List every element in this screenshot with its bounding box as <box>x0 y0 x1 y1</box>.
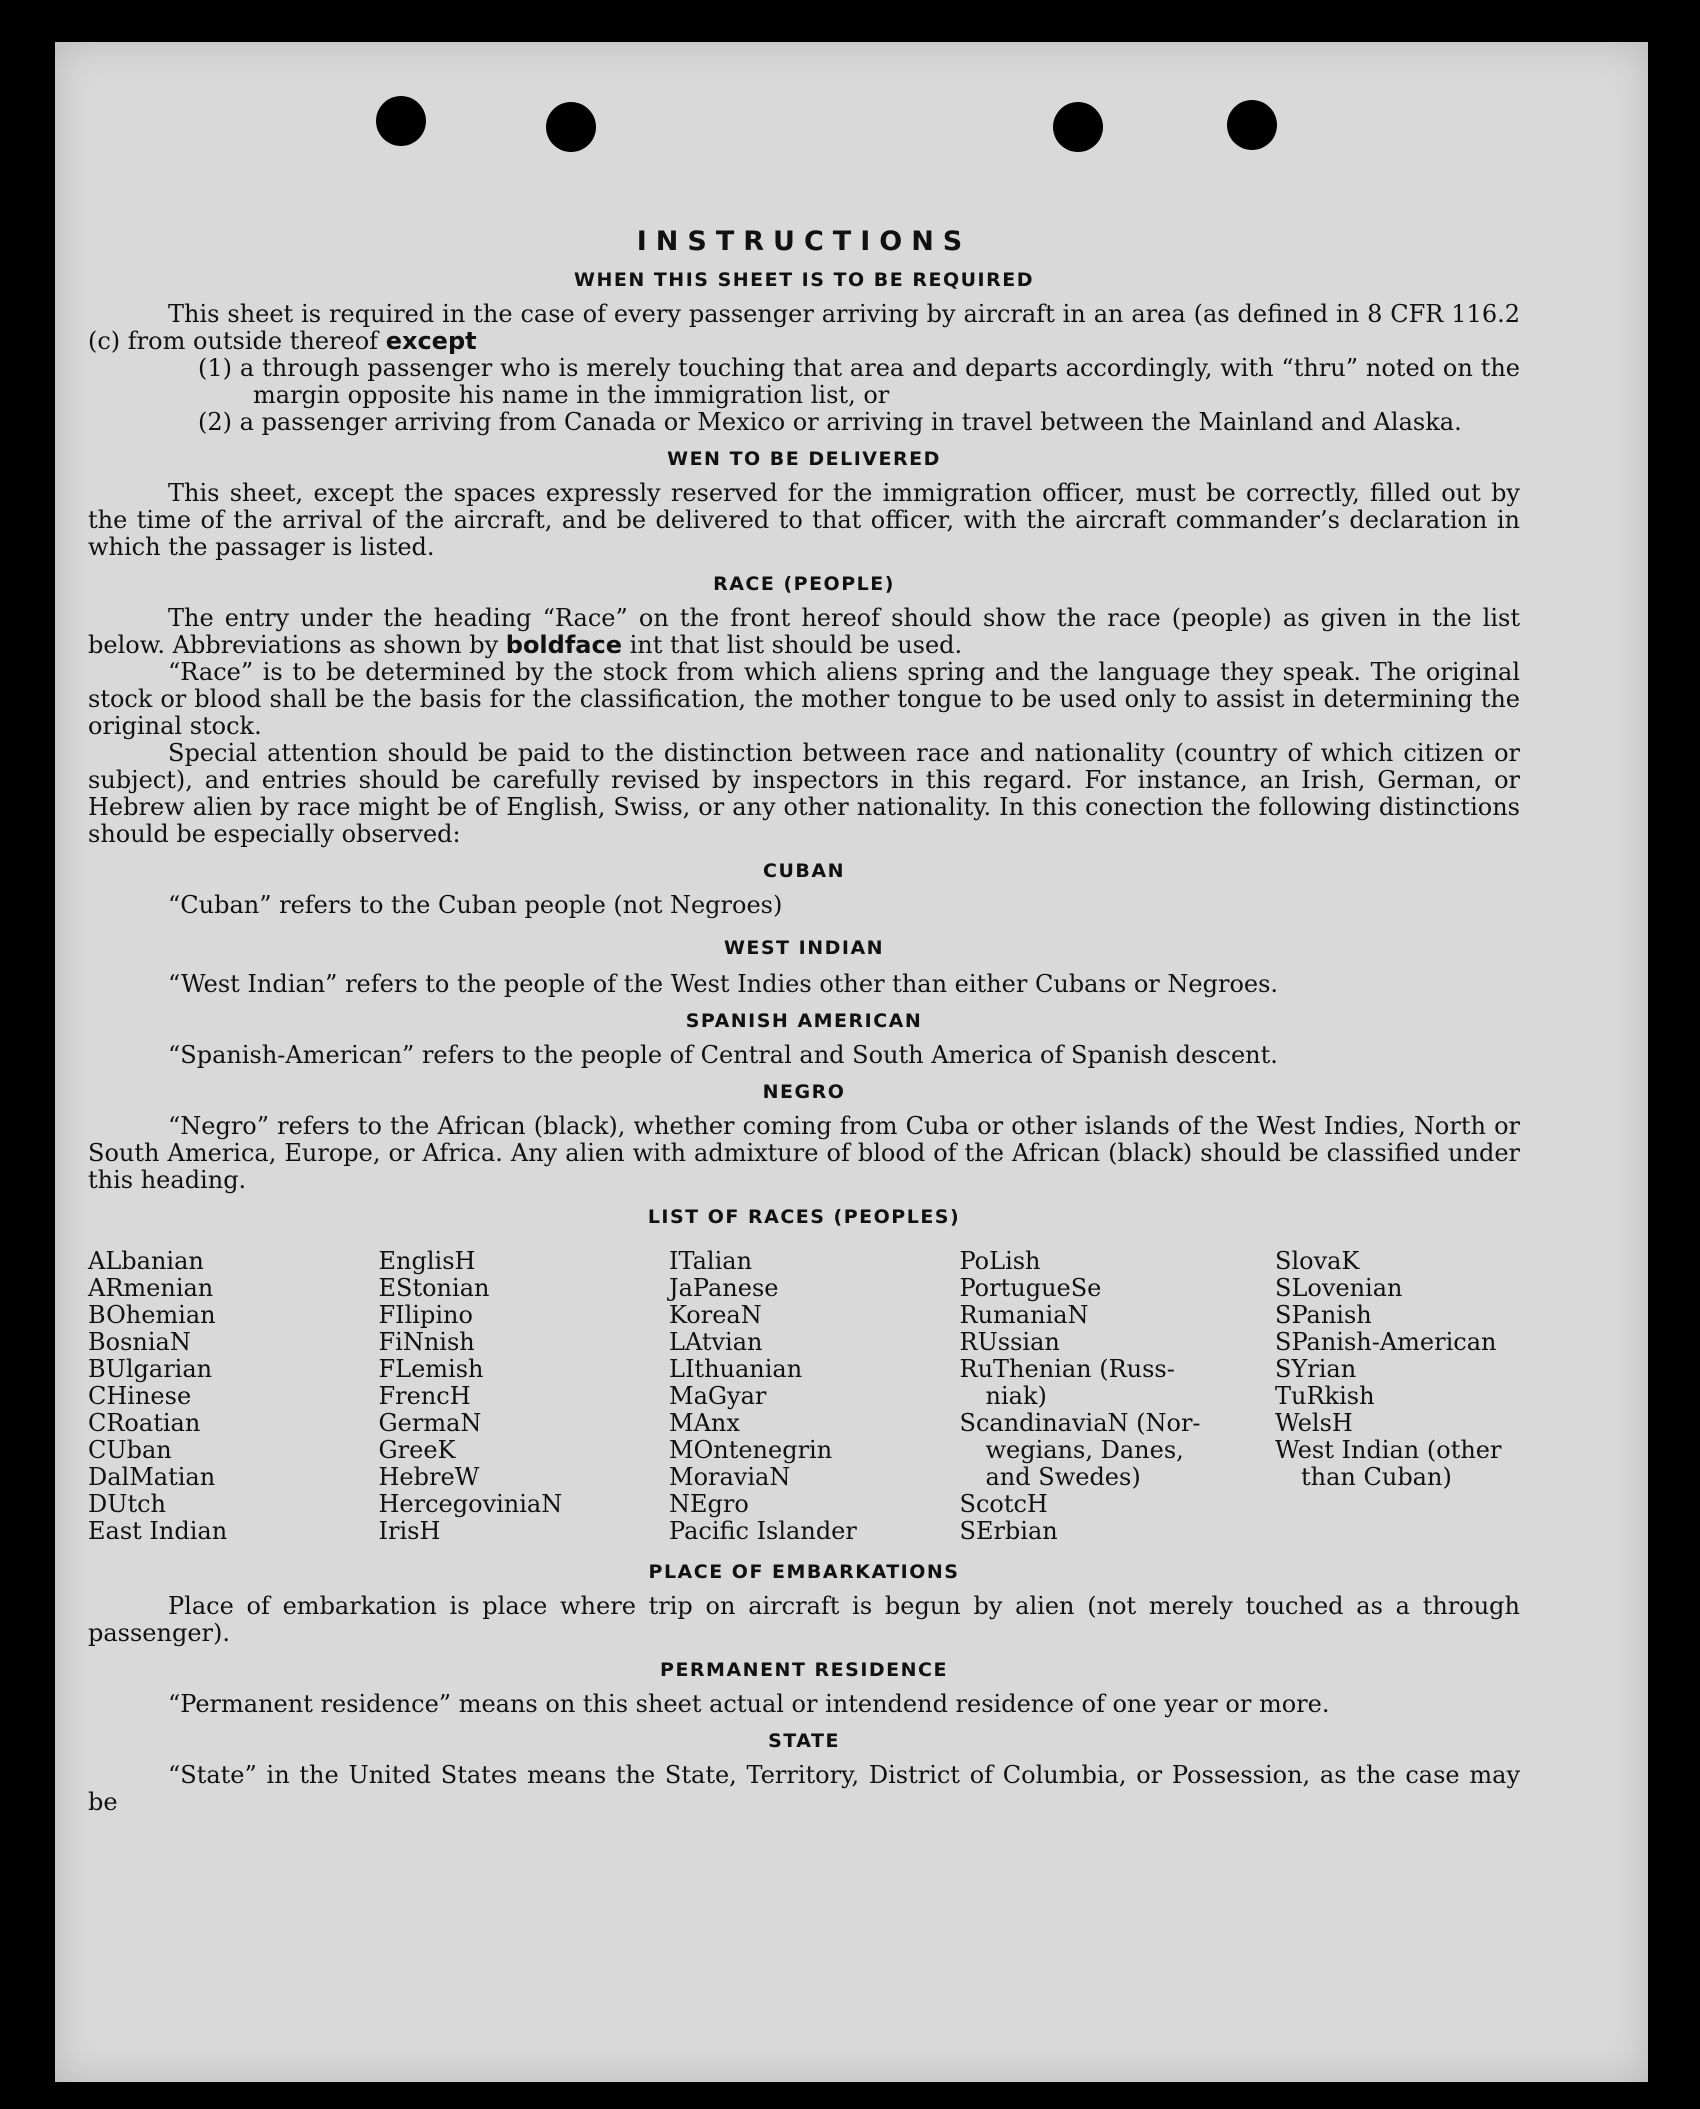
section-heading-permanent-residence: PERMANENT RESIDENCE <box>660 1659 948 1681</box>
list-item: Pacific Islander <box>669 1517 857 1545</box>
section-heading-state: STATE <box>768 1730 840 1752</box>
list-item: GreeK <box>378 1436 456 1464</box>
list-item: wegians, Danes, <box>985 1436 1184 1464</box>
section-heading-embarkation: PLACE OF EMBARKATIONS <box>648 1561 960 1583</box>
list-item: ScotcH <box>959 1490 1048 1518</box>
punch-hole-2 <box>546 102 596 152</box>
list-item: ScandinaviaN (Nor- <box>959 1409 1201 1437</box>
list-item: EStonian <box>378 1274 490 1302</box>
list-item: GermaN <box>378 1409 482 1437</box>
punch-hole-1 <box>376 96 426 146</box>
paragraph-when-required: This sheet is required in the case of every passenger arriving by aircraft in an area (as defined in 8 CFR 116.2 (c) from outside thereof except <box>88 300 1520 355</box>
list-item: WelsH <box>1275 1409 1353 1437</box>
list-item: MOntenegrin <box>669 1436 833 1464</box>
section-heading-race: RACE (PEOPLE) <box>713 573 895 595</box>
list-item: RuThenian (Russ- <box>959 1355 1175 1383</box>
list-item: HercegoviniaN <box>378 1490 563 1518</box>
list-item: and Swedes) <box>985 1463 1141 1491</box>
list-item: SLovenian <box>1275 1274 1403 1302</box>
section-heading-list-of-races: LIST OF RACES (PEOPLES) <box>647 1206 961 1228</box>
list-item: CHinese <box>88 1382 192 1410</box>
list-item: JaPanese <box>669 1274 779 1302</box>
list-item: RumaniaN <box>959 1301 1089 1329</box>
list-item: HebreW <box>378 1463 480 1491</box>
races-column-2 <box>379 1248 669 1545</box>
paragraph-embarkation: Place of embarkation is place where trip on aircraft is begun by alien (not merely touched as a through passenger). <box>88 1592 1520 1647</box>
list-item: West Indian (other <box>1275 1436 1502 1464</box>
list-item: niak) <box>985 1382 1047 1410</box>
list-item: RUssian <box>959 1328 1060 1356</box>
list-item: ITalian <box>669 1247 753 1275</box>
section-heading-cuban: CUBAN <box>763 860 845 882</box>
list-item: East Indian <box>88 1517 228 1545</box>
list-item: BUlgarian <box>88 1355 213 1383</box>
section-heading-when-required: WHEN THIS SHEET IS TO BE REQUIRED <box>573 269 1034 291</box>
list-item: MAnx <box>669 1409 740 1437</box>
list-item: BosniaN <box>88 1328 191 1356</box>
keyword-boldface: boldface <box>505 631 622 659</box>
list-item: PortugueSe <box>959 1274 1102 1302</box>
list-item: EnglisH <box>378 1247 476 1275</box>
list-item: DalMatian <box>88 1463 216 1491</box>
section-heading-negro: NEGRO <box>762 1081 846 1103</box>
list-item: IrisH <box>378 1517 441 1545</box>
paragraph-spanish-american: “Spanish-American” refers to the people of Central and South America of Spanish descent. <box>168 1041 1278 1069</box>
list-item: (2) a passenger arriving from Canada or Mexico or arriving in travel between the Mainland and Alaska. <box>198 408 1462 436</box>
document-sheet <box>55 42 1648 2082</box>
section-heading-when-delivered: WEN TO BE DELIVERED <box>667 448 941 470</box>
races-column-3 <box>669 1248 959 1545</box>
list-item: FrencH <box>378 1382 471 1410</box>
list-item: BOhemian <box>88 1301 216 1329</box>
list-item: LIthuanian <box>669 1355 803 1383</box>
paragraph-race-1: The entry under the heading “Race” on the front hereof should show the race (people) as given in the list below. Abbreviations as shown by boldface int that list should be used. <box>88 604 1520 659</box>
list-item: NEgro <box>669 1490 749 1518</box>
list-item: TuRkish <box>1275 1382 1375 1410</box>
list-item: ALbanian <box>88 1247 204 1275</box>
paragraph-race-3: Special attention should be paid to the distinction between race and nationality (country of which citizen or subject), and entries should be carefully revised by inspectors in this regard. For instance, an Irish, German, or Hebrew alien by race might be of English, Swiss, or any other nationality. In this conection the following distinctions should be especially observed: <box>88 739 1520 848</box>
list-item: ARmenian <box>88 1274 214 1302</box>
keyword-except: except <box>385 327 477 355</box>
list-item: MoraviaN <box>669 1463 791 1491</box>
list-item: DUtch <box>88 1490 167 1518</box>
list-item: than Cuban) <box>1301 1463 1452 1491</box>
section-heading-spanish-american: SPANISH AMERICAN <box>685 1010 923 1032</box>
punch-hole-3 <box>1053 102 1103 152</box>
list-item: (1) a through passenger who is merely touching that area and departs accordingly, with “thru” noted on the margin opposite his name in the immigration list, or <box>198 354 1520 409</box>
document-body <box>88 188 1520 1816</box>
list-item: CUban <box>88 1436 172 1464</box>
paragraph-cuban: “Cuban” refers to the Cuban people (not Negroes) <box>168 891 783 919</box>
paragraph-negro: “Negro” refers to the African (black), whether coming from Cuba or other islands of the West Indies, North or South America, Europe, or Africa. Any alien with admixture of blood of the African (black) should be classified under this heading. <box>88 1112 1520 1194</box>
paragraph-when-delivered: This sheet, except the spaces expressly reserved for the immigration officer, must be correctly, filled out by the time of the arrival of the aircraft, and be delivered to that officer, with the aircraft commander’s declaration in which the passager is listed. <box>88 479 1520 561</box>
list-item: SlovaK <box>1275 1247 1360 1275</box>
races-list <box>88 1248 1520 1545</box>
list-item: SErbian <box>959 1517 1058 1545</box>
punch-hole-4 <box>1227 100 1277 150</box>
list-item: LAtvian <box>669 1328 763 1356</box>
list-item: FLemish <box>378 1355 484 1383</box>
list-item: SPanish-American <box>1275 1328 1497 1356</box>
list-item: CRoatian <box>88 1409 201 1437</box>
paragraph-race-2: “Race” is to be determined by the stock from which aliens spring and the language they speak. The original stock or blood shall be the basis for the classification, the mother tongue to be used only to assist in determining the original stock. <box>88 658 1520 740</box>
section-heading-west-indian: WEST INDIAN <box>723 937 885 959</box>
list-item: PoLish <box>959 1247 1041 1275</box>
document-title: INSTRUCTIONS <box>636 226 972 257</box>
list-item: KoreaN <box>669 1301 762 1329</box>
paragraph-state: “State” in the United States means the State, Territory, District of Columbia, or Possession, as the case may be <box>88 1761 1520 1816</box>
list-item: SYrian <box>1275 1355 1357 1383</box>
paragraph-west-indian: “West Indian” refers to the people of the West Indies other than either Cubans or Negroes. <box>168 970 1279 998</box>
list-item: MaGyar <box>669 1382 767 1410</box>
list-item: FIlipino <box>378 1301 473 1329</box>
races-column-5 <box>1275 1248 1520 1545</box>
list-item: SPanish <box>1275 1301 1372 1329</box>
paragraph-permanent-residence: “Permanent residence” means on this sheet actual or intendend residence of one year or more. <box>168 1690 1330 1718</box>
list-item: FiNnish <box>378 1328 475 1356</box>
races-column-1 <box>88 1248 378 1545</box>
races-column-4 <box>960 1248 1275 1545</box>
